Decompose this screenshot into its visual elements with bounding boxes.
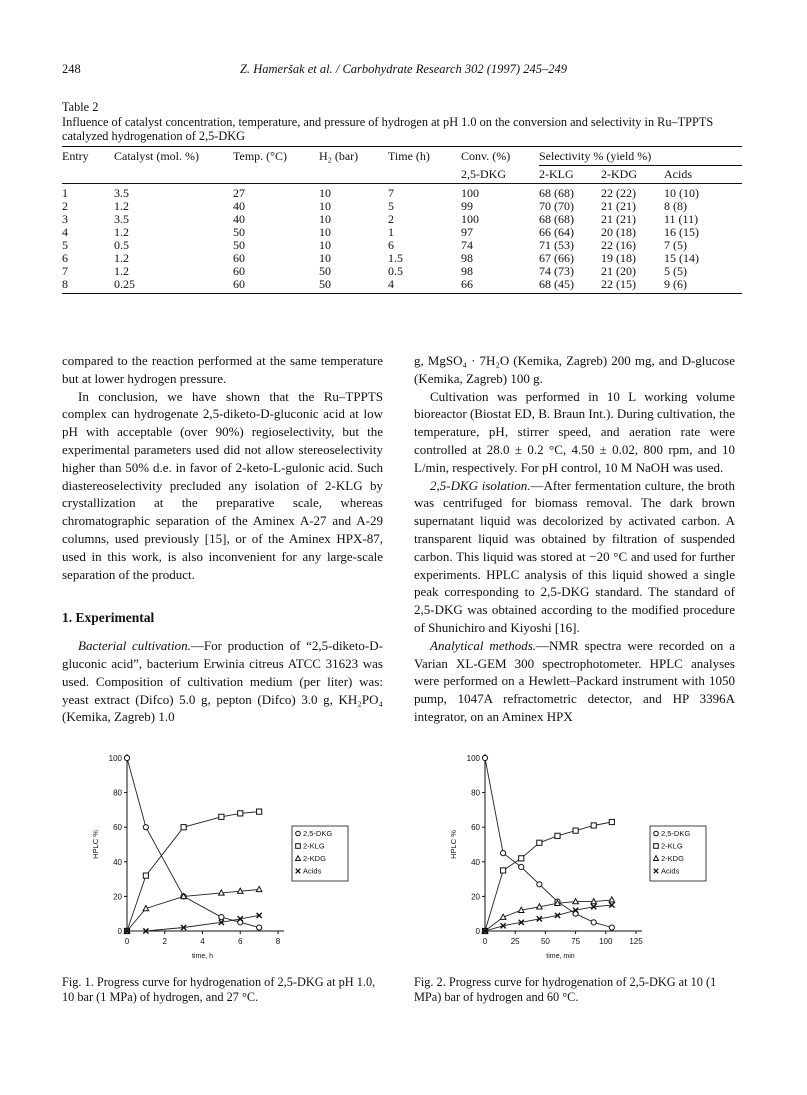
table-cell-kdg: 19 (18) [601,251,636,265]
header-entry: Entry [62,147,114,166]
legend-marker [654,831,659,836]
y-tick-label: 100 [466,754,480,763]
table-cell-kdg: 21 (20) [601,264,636,278]
paragraph: 2,5-DKG isolation.—After fermentation culture, the broth was centrifuged for biomass removal. The dark brown supernatant liquid was decolorized by activated carbon. A transparent liquid was obtained by filtration of suspended carbon. This liquid was stored at −20 °C and used for further experiments. HPLC analysis of this liquid showed a single peak corresponding to 2,5-DKG standard. The standard of 2,5-DKG was obtained according to the modified procedure of Shunichiro and Kiyoshi [16]. [414,477,735,635]
y-tick-label: 20 [471,892,480,902]
table-cell-conv: 99 [461,199,473,213]
table-cell-time: 7 [388,186,394,200]
header-conv-sub: 2,5-DKG [461,166,539,184]
running-title: Z. Hameršak et al. / Carbohydrate Research 302 (1997) 245–249 [240,62,567,76]
table-cell-h2: 50 [319,278,388,294]
table-cell-catalyst: 0.25 [114,278,233,294]
table-cell-catalyst: 1.2 [114,251,129,265]
x-tick-label: 4 [200,937,205,946]
y-axis-label: HPLC % [449,830,458,859]
legend-label: Acids [661,866,680,876]
table-cell-h2: 10 [319,199,331,213]
table-cell-h2: 50 [319,264,331,278]
legend-label: 2-KLG [303,841,325,851]
table-cell-catalyst: 0.5 [114,238,129,252]
x-tick-label: 100 [599,937,613,946]
table-cell-entry: 6 [62,251,68,265]
table-cell-acids: 8 (8) [664,199,687,213]
table-cell-time: 0.5 [388,264,403,278]
table-cell-temp: 60 [233,264,245,278]
chart-fig2 [440,748,720,963]
table-row [62,200,742,213]
data-point [501,851,506,856]
table-cell-temp: 40 [233,212,245,226]
table-cell-temp: 60 [233,251,245,265]
header-temp: Temp. (°C) [233,147,319,166]
data-point [143,873,148,878]
table-cell-kdg: 22 (15) [601,278,664,294]
y-tick-label: 40 [471,857,480,867]
page-number: 248 [62,62,81,76]
left-column [62,352,383,726]
legend-label: 2,5-DKG [303,829,333,838]
paragraph: In conclusion, we have shown that the Ru–TPPTS complex can hydrogenate 2,5-diketo-D-gluconic acid at low pH with acceptable (over 90%) regioselectivity, but the experimental parameters used did not allow stereoselectivity higher than 50% d.e. in favor of 2-keto-L-gulonic acid. Such diastereoselectivity precluded any isolation of 2-KLG by crystallization at the preparative scale, whereas chromatographic separation of the Aminex A-27 and A-29 columns, used previously [15], or of the Aminex HPX-87, used in this work, is also inconvenient for any large-scale separation of the product. [62,388,383,582]
data-point [519,856,524,861]
table-row [62,226,742,239]
data-point [257,809,262,814]
table-cell-klg: 68 (68) [539,212,574,226]
paragraph: Analytical methods.—NMR spectra were recorded on a Varian XL-GEM 300 spectrophotometer. HPLC analyses were performed on a Hewlett–Packard instrument with 1050 pump, 1047A refractometric detector, and HP 3396A integrator, on an Aminex HPX [414,637,735,724]
paragraph: Cultivation was performed in 10 L working volume bioreactor (Biostat ED, B. Braun Int.). During cultivation, the temperature, pH, stirrer speed, and aeration rate were controlled at 28.0 ± 0.2 °C, 4.50 ± 0.02, 800 rpm, and 10 L/min, respectively. For pH control, 10 M NaOH was used. [414,388,735,475]
run-in-heading: 2,5-DKG isolation. [430,477,531,493]
x-tick-label: 125 [629,937,643,946]
header-conv: Conv. (%) [461,147,539,166]
table-cell-time: 4 [388,278,461,294]
section-title: 1. Experimental [62,610,155,626]
data-point [519,864,524,869]
header-acids: Acids [664,166,742,184]
table-cell-time: 1.5 [388,251,403,265]
header-selectivity: Selectivity % (yield %) [539,147,742,166]
data-point [573,899,579,904]
header-klg: 2-KLG [539,166,601,184]
table-cell-acids: 16 (15) [664,225,699,239]
data-point [257,925,262,930]
table-cell-entry: 8 [62,278,114,294]
table-cell-acids: 7 (5) [664,238,687,252]
data-point [219,814,224,819]
table-cell-h2: 10 [319,212,331,226]
table-label: Table 2 [62,100,99,114]
table-cell-catalyst: 1.2 [114,199,129,213]
table-cell-klg: 68 (68) [539,186,574,200]
table-cell-acids: 10 (10) [664,186,699,200]
table-cell-entry: 5 [62,238,68,252]
x-axis-label: time, h [191,953,214,960]
table-row [62,278,742,294]
table-cell-kdg: 22 (22) [601,186,636,200]
table-cell-entry: 3 [62,212,68,226]
data-point [237,888,243,893]
table-cell-entry: 7 [62,264,68,278]
legend-label: 2-KLG [661,841,683,851]
y-tick-label: 20 [113,892,122,902]
data-point [124,755,129,760]
table-cell-kdg: 21 (21) [601,199,636,213]
y-tick-label: 80 [113,788,122,798]
data-point [482,755,487,760]
table-cell-klg: 70 (70) [539,199,574,213]
table-cell-catalyst: 3.5 [114,212,129,226]
data-point [501,868,506,873]
table-cell-conv: 98 [461,264,473,278]
x-tick-label: 8 [275,937,281,946]
series-line [127,758,259,928]
table-cell-temp: 50 [233,225,245,239]
y-tick-label: 60 [113,823,122,833]
table-cell-kdg: 20 (18) [601,225,636,239]
x-tick-label: 25 [510,937,520,946]
y-tick-label: 40 [113,857,122,867]
table-cell-catalyst: 1.2 [114,225,129,239]
table-cell-catalyst: 3.5 [114,186,129,200]
data-point [143,906,149,911]
running-header [0,62,807,82]
legend-marker [654,844,659,849]
paragraph: g, MgSO₄ · 7H₂O (Kemika, Zagreb) 200 mg, and D-glucose (Kemika, Zagreb) 100 g. [414,353,735,386]
table-cell-conv: 98 [461,251,473,265]
table-description: Influence of catalyst concentration, temperature, and pressure of hydrogen at pH 1.0 on the conversion and selectivity in Ru–TPPTS catalyzed hydrogenation of 2,5-DKG [62,114,714,143]
data-point [609,897,615,902]
figure-1-caption: Fig. 1. Progress curve for hydrogenation of 2,5-DKG at pH 1.0, 10 bar (1 MPa) of hydrogen, and 27 °C. [62,975,376,1004]
data-point [181,825,186,830]
table-cell-time: 6 [388,238,394,252]
data-point [609,925,614,930]
table-cell-temp: 50 [233,238,245,252]
header-time: Time (h) [388,147,461,166]
figure-1 [82,748,362,963]
run-in-heading: Analytical methods. [430,637,537,653]
table-cell-conv: 100 [461,186,479,200]
legend-label: Acids [303,866,322,876]
paragraph: Bacterial cultivation.—For production of “2,5-diketo-D-gluconic acid”, bacterium Erwinia citreus ATCC 31623 was used. Composition of cultivation medium (per liter) was: yeast extract (Difco) 5.0 g, pepton (Difco) 3.0 g, KH₂PO₄ (Kemika, Zagreb) 1.0 [62,638,383,725]
table-cell-temp: 60 [233,278,319,294]
figure-2 [440,748,720,963]
data-point [591,823,596,828]
data-point [537,840,542,845]
table-caption [62,100,742,144]
header-h2: H₂ (bar) [319,147,388,166]
table-cell-temp: 27 [233,186,245,200]
series-line [485,822,612,931]
table-cell-time: 2 [388,212,394,226]
table-cell-entry: 1 [62,186,68,200]
table-cell-time: 5 [388,199,394,213]
chart-fig1 [82,748,362,963]
data-point [256,886,262,891]
data-point [238,811,243,816]
x-tick-label: 75 [571,937,581,946]
legend-marker [296,844,301,849]
header-catalyst: Catalyst (mol. %) [114,147,233,166]
legend-label: 2-KDG [303,854,326,863]
table-cell-catalyst: 1.2 [114,264,129,278]
paragraph: compared to the reaction performed at the same temperature but at lower hydrogen pressure. [62,353,383,386]
table-cell-h2: 10 [319,225,331,239]
y-tick-label: 60 [471,823,480,833]
data-point [219,890,225,895]
table-cell-h2: 10 [319,238,331,252]
table-cell-klg: 68 (45) [539,278,601,294]
table-cell-conv: 74 [461,238,473,252]
x-axis-label: time, min [546,953,575,960]
table-cell-conv: 97 [461,225,473,239]
data-point [219,915,224,920]
x-tick-label: 2 [162,937,167,946]
table-row [62,184,742,201]
table-row [62,213,742,226]
table-cell-h2: 10 [319,186,331,200]
data-point [537,882,542,887]
table-cell-time: 1 [388,225,394,239]
table-cell-acids: 5 (5) [664,264,687,278]
y-tick-label: 0 [475,927,480,936]
data-point [573,828,578,833]
table-cell-entry: 2 [62,199,68,213]
run-in-heading: Bacterial cultivation. [78,638,191,654]
data-point [518,907,524,912]
data-point [537,904,543,909]
x-tick-label: 50 [540,937,550,946]
data-point [591,920,596,925]
right-column [414,352,735,726]
table-cell-conv: 100 [461,212,479,226]
data-table [62,146,742,294]
table-cell-klg: 67 (66) [539,251,574,265]
table-cell-acids: 15 (14) [664,251,699,265]
table-cell-klg: 71 (53) [539,238,574,252]
data-point [143,825,148,830]
table-cell-acids: 9 (6) [664,278,742,294]
table-cell-entry: 4 [62,225,68,239]
table-row [62,265,742,278]
x-tick-label: 0 [124,937,130,946]
legend-marker [296,831,301,836]
y-tick-label: 0 [117,927,122,936]
x-tick-label: 6 [238,937,243,946]
table-cell-kdg: 21 (21) [601,212,636,226]
y-tick-label: 80 [471,788,480,798]
data-point [500,914,506,919]
figure-2-caption: Fig. 2. Progress curve for hydrogenation of 2,5-DKG at 10 (1 MPa) bar of hydrogen and 60 °C. [414,975,717,1004]
table-cell-klg: 66 (64) [539,225,574,239]
table-cell-acids: 11 (11) [664,212,699,226]
data-point [609,819,614,824]
data-point [591,899,597,904]
legend-label: 2-KDG [661,854,684,863]
y-tick-label: 100 [108,754,122,763]
header-kdg: 2-KDG [601,166,664,184]
data-point [555,833,560,838]
y-axis-label: HPLC % [91,830,100,859]
table-cell-conv: 66 [461,278,539,294]
x-tick-label: 0 [482,937,488,946]
table-cell-kdg: 22 (16) [601,238,636,252]
table-cell-temp: 40 [233,199,245,213]
table-cell-h2: 10 [319,251,331,265]
legend-label: 2,5-DKG [661,829,691,838]
table-cell-klg: 74 (73) [539,264,574,278]
